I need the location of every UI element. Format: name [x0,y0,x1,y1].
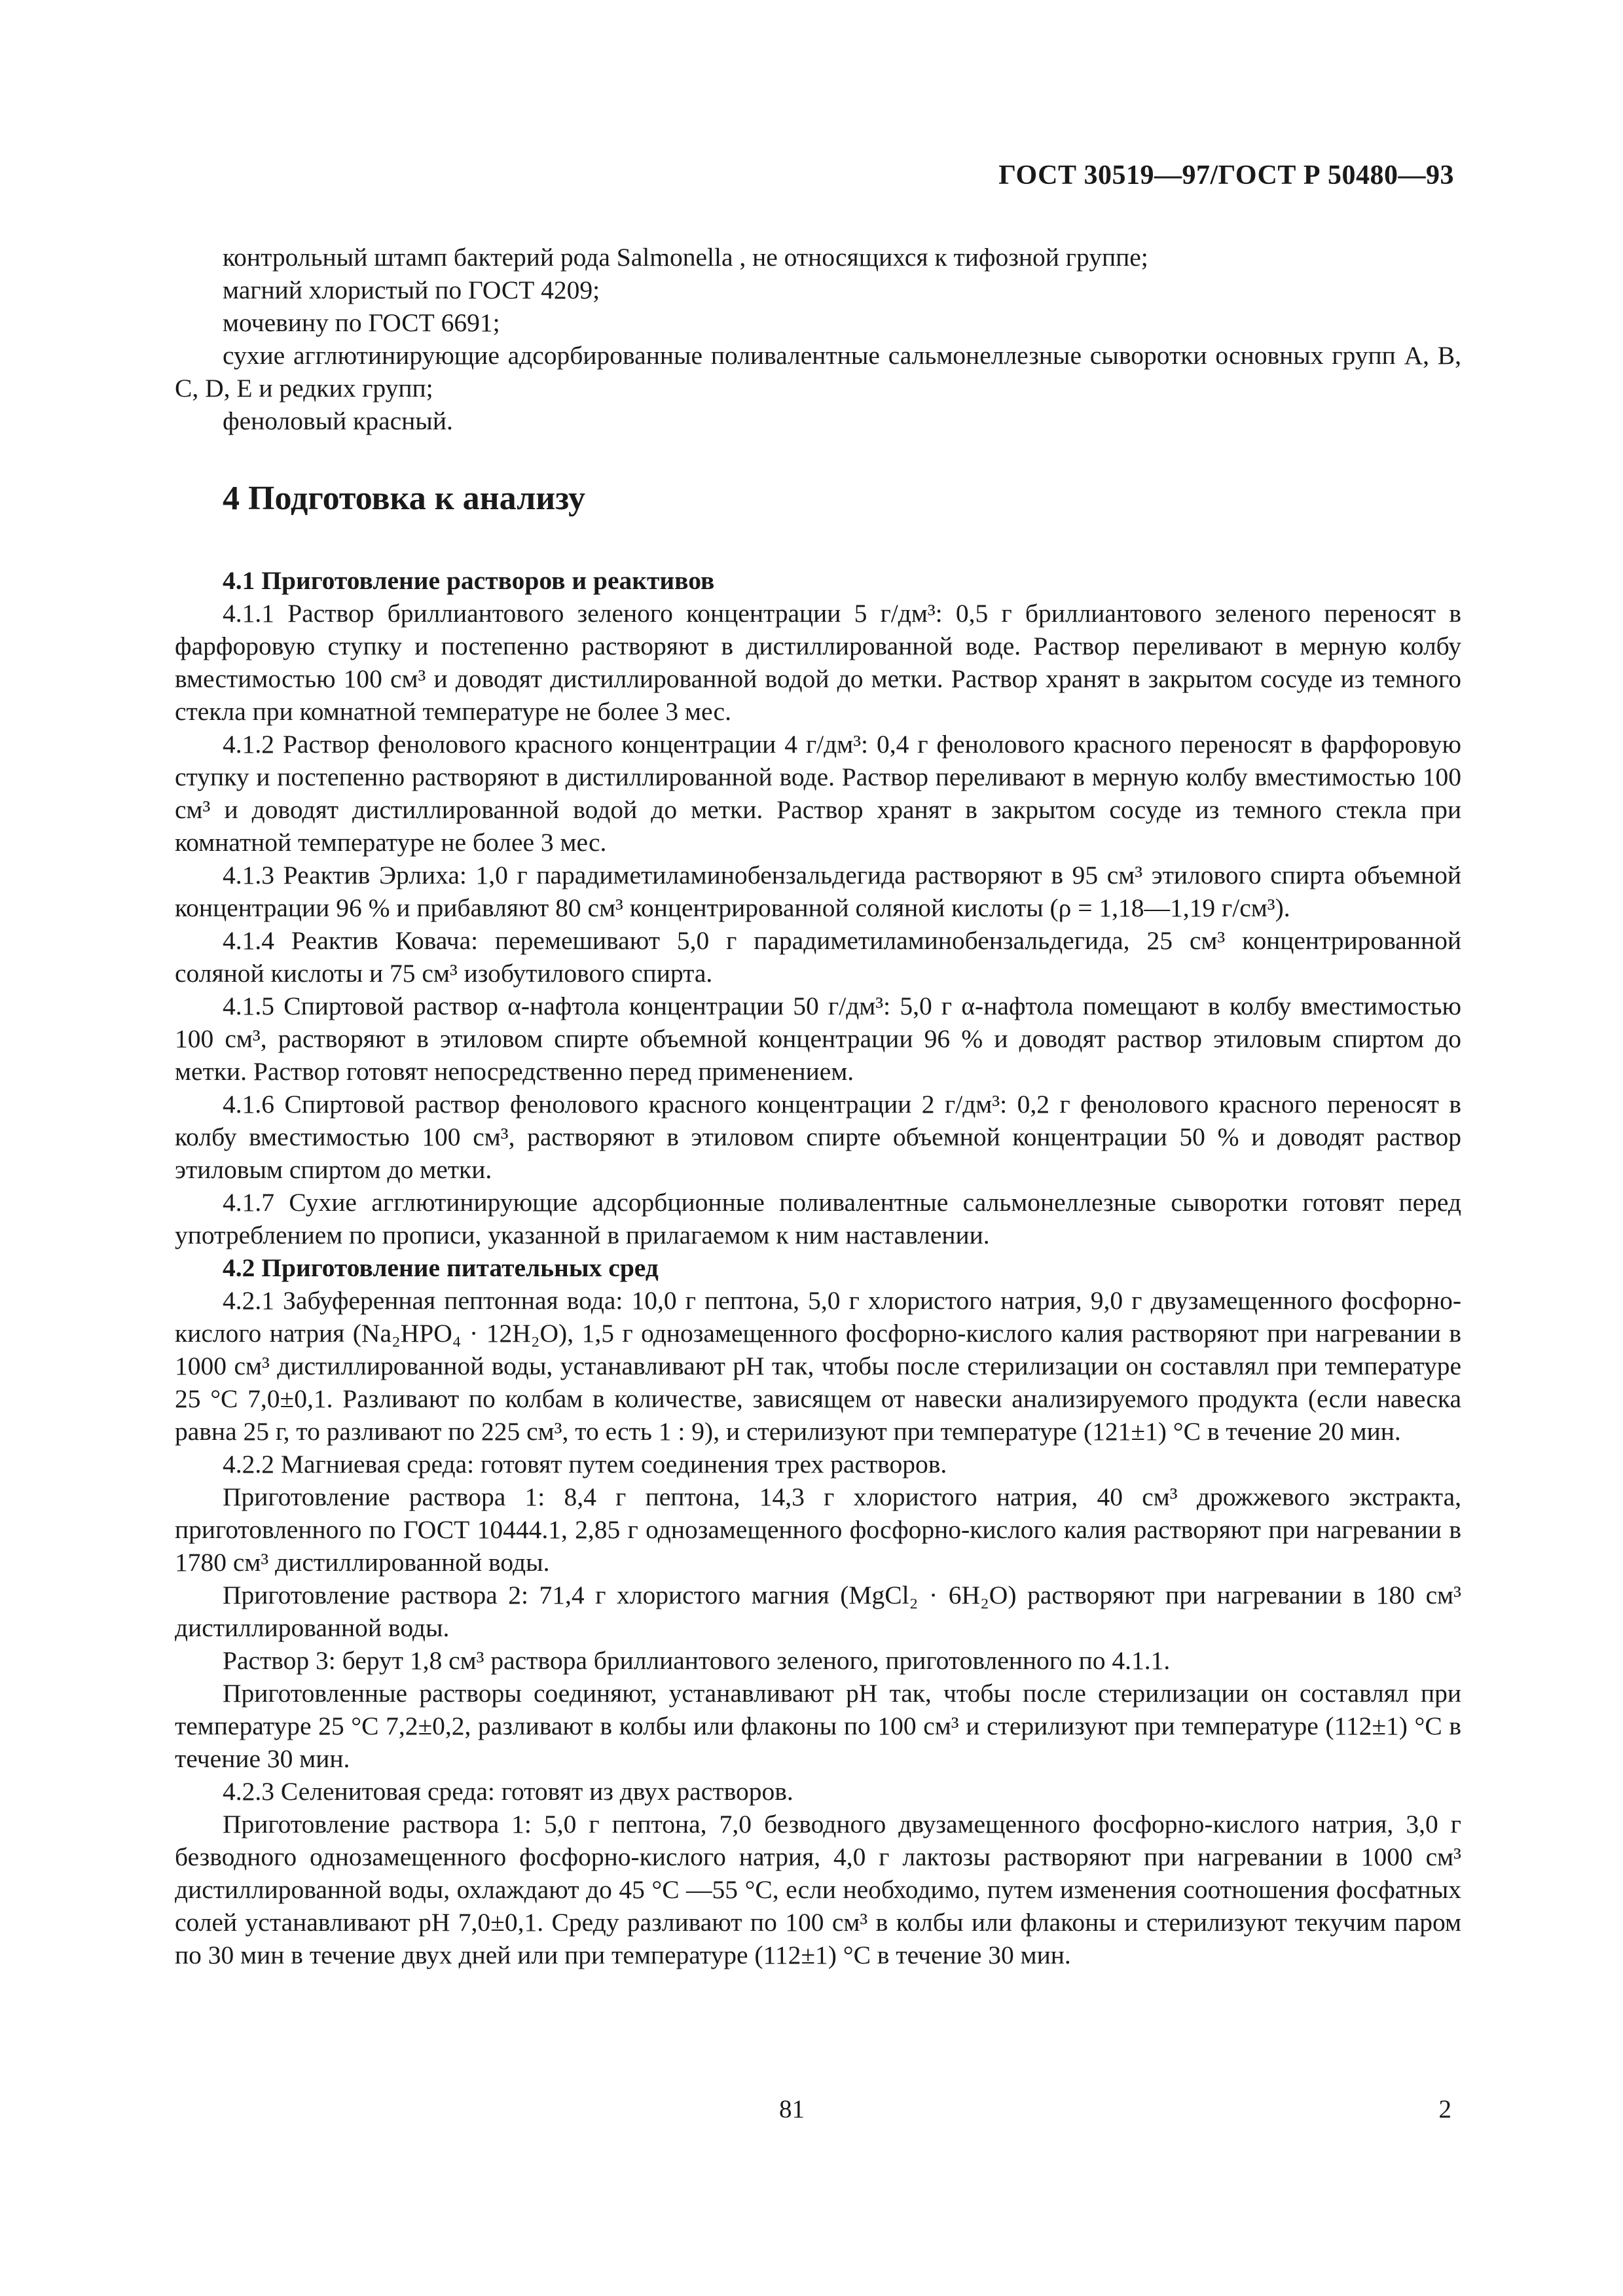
paragraph-4-2-2: 4.2.2 Магниевая среда: готовят путем соединения трех растворов. [223,1450,947,1479]
list-item: феноловый красный. [223,406,453,435]
paragraph-4-1-4: 4.1.4 Реактив Ковача: перемешивают 5,0 г парадиметиламинобензальдегида, 25 см³ концентрированной соляной кислоты и 75 см³ изобутилового спирта. [175,926,1461,988]
paragraph-4-2-1: 4.2.1 Забуференная пептонная вода: 10,0 г пептона, 5,0 г хлористого натрия, 9,0 г двузамещенного фосфорно-кислого натрия (Na₂HPO₄ · 12H₂O), 1,5 г однозамещенного фосфорно-кислого калия растворяют при нагревании в 1000 см³ дистиллированной воды, устанавливают pH так, чтобы после стерилизации он составлял при температуре 25 °С 7,0±0,1. Разливают по колбам в количестве, зависящем от навески анализируемого продукта (если навеска равна 25 г, то разливают по 225 см³, то есть 1 : 9), и стерилизуют при температуре (121±1) °С в течение 20 мин. [175,1286,1461,1446]
list-item: контрольный штамп бактерий рода Salmonella , не относящихся к тифозной группе; [223,243,1148,272]
paragraph-selenite-solution-1: Приготовление раствора 1: 5,0 г пептона, 7,0 безводного двузамещенного фосфорно-кислого натрия, 3,0 г безводного однозамещенного фосфорно-кислого натрия, 4,0 г лактозы растворяют при нагревании в 1000 см³ дистиллированной воды, охлаждают до 45 °С —55 °С, если необходимо, путем изменения соотношения фосфатных солей устанавливают pH 7,0±0,1. Среду разливают по 100 см³ в колбы или флаконы и стерилизуют текучим паром по 30 мин в течение двух дней или при температуре (112±1) °С в течение 30 мин. [175,1810,1461,1969]
paragraph-4-1-3: 4.1.3 Реактив Эрлиха: 1,0 г парадиметиламинобензальдегида растворяют в 95 см³ этилового спирта объемной концентрации 96 % и прибавляют 80 см³ концентрированной соляной кислоты (ρ = 1,18—1,19 г/см³). [175,861,1461,922]
list-item: мочевину по ГОСТ 6691; [223,308,500,337]
subsection-title: 4.1 Приготовление растворов и реактивов [223,566,715,595]
page-number: 81 [779,2095,805,2123]
paragraph-4-2-3: 4.2.3 Селенитовая среда: готовят из двух растворов. [223,1777,793,1806]
paragraph-solution-1: Приготовление раствора 1: 8,4 г пептона, 14,3 г хлористого натрия, 40 см³ дрожжевого экстракта, приготовленного по ГОСТ 10444.1, 2,85 г однозамещенного фосфорно-кислого калия растворяют при нагревании в 1780 см³ дистиллированной воды. [175,1482,1461,1577]
paragraph-4-1-7: 4.1.7 Сухие агглютинирующие адсорбционные поливалентные сальмонеллезные сыворотки готовят перед употреблением по прописи, указанной в прилагаемом к ним наставлении. [175,1188,1461,1249]
paragraph-4-1-6: 4.1.6 Спиртовой раствор фенолового красного концентрации 2 г/дм³: 0,2 г фенолового красного переносят в колбу вместимостью 100 см³, растворяют в этиловом спирте объемной концентрации 50 % и доводят раствор этиловым спиртом до метки. [175,1090,1461,1184]
document-body [175,241,1461,1971]
document-header: ГОСТ 30519—97/ГОСТ Р 50480—93 [998,160,1454,190]
paragraph-4-1-1: 4.1.1 Раствор бриллиантового зеленого концентрации 5 г/дм³: 0,5 г бриллиантового зеленого переносят в фарфоровую ступку и постепенно растворяют в дистиллированной воде. Раствор переливают в мерную колбу вместимостью 100 см³ и доводят дистиллированной водой до метки. Раствор хранят в закрытом сосуде из темного стекла при комнатной температуре не более 3 мес. [175,599,1461,726]
section-title: 4 Подготовка к анализу [223,480,586,517]
paragraph-solution-2: Приготовление раствора 2: 71,4 г хлористого магния (MgCl₂ · 6H₂O) растворяют при нагревании в 180 см³ дистиллированной воды. [175,1581,1461,1642]
list-item: магний хлористый по ГОСТ 4209; [223,276,600,304]
subsection-title: 4.2 Приготовление питательных сред [223,1253,659,1282]
paragraph-4-1-2: 4.1.2 Раствор фенолового красного концентрации 4 г/дм³: 0,4 г фенолового красного переносят в фарфоровую ступку и постепенно растворяют в дистиллированной воде. Раствор переливают в мерную колбу вместимостью 100 см³ и доводят дистиллированной водой до метки. Раствор хранят в закрытом сосуде из темного стекла при комнатной температуре не более 3 мес. [175,730,1461,857]
paragraph-solution-3: Раствор 3: берут 1,8 см³ раствора бриллиантового зеленого, приготовленного по 4.1.1. [223,1646,1171,1675]
paragraph-4-1-5: 4.1.5 Спиртовой раствор α-нафтола концентрации 50 г/дм³: 5,0 г α-нафтола помещают в колбу вместимостью 100 см³, растворяют в этиловом спирте объемной концентрации 96 % и доводят раствор этиловым спиртом до метки. Раствор готовят непосредственно перед применением. [175,992,1461,1086]
sheet-number: 2 [1438,2095,1451,2123]
paragraph-combine: Приготовленные растворы соединяют, устанавливают pH так, чтобы после стерилизации он составлял при температуре 25 °С 7,2±0,2, разливают в колбы или флаконы по 100 см³ и стерилизуют при температуре (112±1) °С в течение 30 мин. [175,1679,1461,1773]
list-item: сухие агглютинирующие адсорбированные поливалентные сальмонеллезные сыворотки основных групп A, B, C, D, E и редких групп; [175,341,1461,403]
